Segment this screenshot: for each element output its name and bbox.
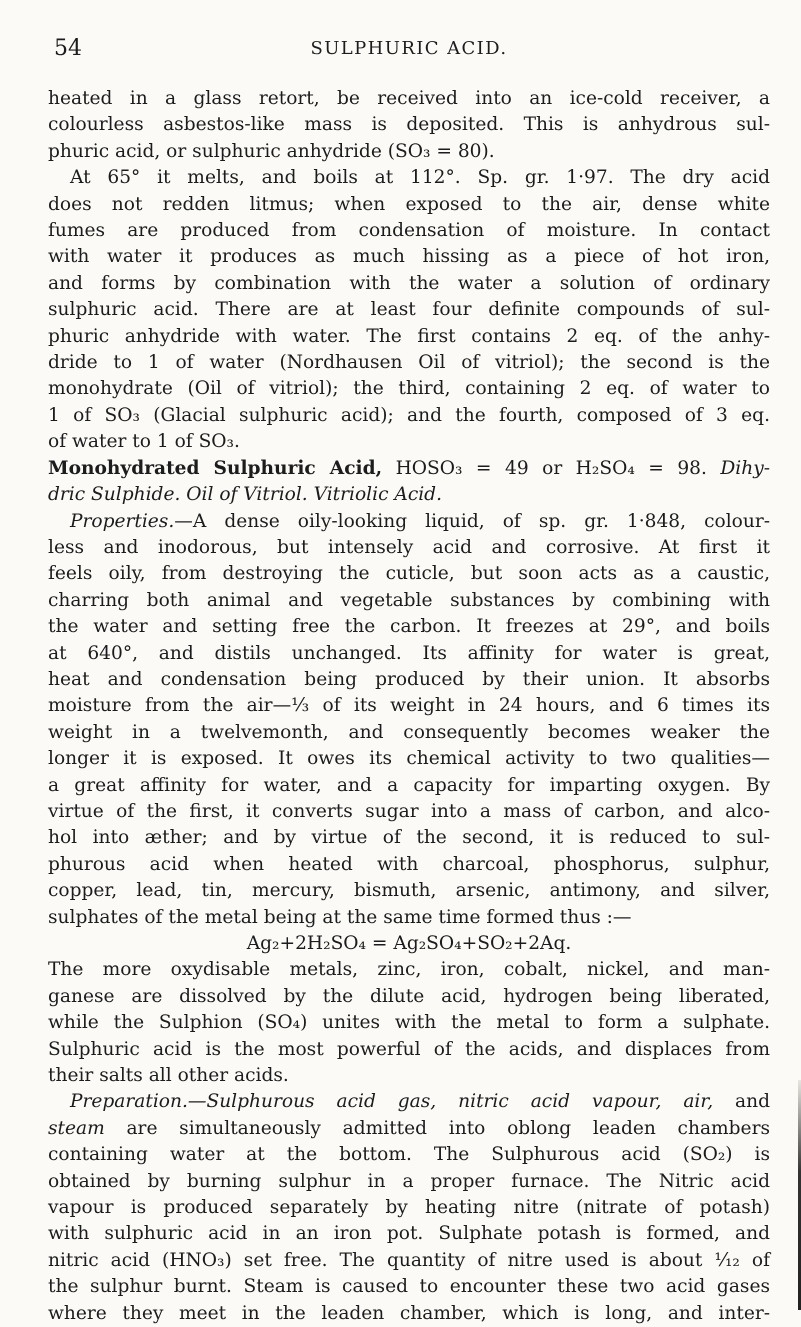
text-line: ganese are dissolved by the dilute acid, hydrogen being liberated, [48, 985, 770, 1007]
text-line: moisture from the air—⅓ of its weight in 24 hours, and 6 times its [48, 695, 770, 717]
text-line: sulphates of the metal being at the same time formed thus :— [48, 906, 632, 928]
text-line: with sulphuric acid in an iron pot. Sulphate potash is formed, and [48, 1223, 770, 1245]
text-line: at 640°, and distils unchanged. Its affinity for water is great, [48, 642, 770, 664]
text-line: monohydrate (Oil of vitriol); the third, containing 2 eq. of water to [48, 378, 770, 400]
text-line: Sulphuric acid is the most powerful of the acids, and displaces from [48, 1038, 770, 1060]
text-line: the water and setting free the carbon. It freezes at 29°, and boils [48, 616, 770, 638]
text-line: copper, lead, tin, mercury, bismuth, arsenic, antimony, and silver, [48, 880, 770, 902]
section-heading [48, 456, 770, 482]
text-line: a great affinity for water, and a capacity for imparting oxygen. By [48, 774, 770, 796]
text-line: does not redden litmus; when exposed to the air, dense white [48, 193, 770, 215]
text-line: 1 of SO₃ (Glacial sulphuric acid); and the fourth, composed of 3 eq. [48, 404, 770, 426]
text-line: charring both animal and vegetable substances by combining with [48, 589, 770, 611]
text-line: containing water at the bottom. The Sulphurous acid (SO₂) is [48, 1144, 770, 1166]
text-line: while the Sulphion (SO₄) unites with the metal to form a sulphate. [48, 1012, 770, 1034]
text-line: sulphuric acid. There are at least four definite compounds of sul- [48, 299, 770, 321]
text-line: less and inodorous, but intensely acid and corrosive. At first it [48, 536, 770, 558]
heading-formula: HOSO₃ = 49 or H₂SO₄ = 98. [382, 457, 707, 479]
text-line: Properties.—A dense oily-looking liquid, of sp. gr. 1·848, colour- [70, 510, 770, 532]
heading-title: Monohydrated Sulphuric Acid, [48, 457, 383, 479]
preparation-label: Preparation. [70, 1091, 188, 1113]
text-line: of water to 1 of SO₃. [48, 431, 240, 453]
text-line: The more oxydisable metals, zinc, iron, cobalt, nickel, and man- [48, 959, 770, 981]
text-line: virtue of the first, it converts sugar into a mass of carbon, and alco- [48, 800, 770, 822]
properties-label: Properties. [70, 510, 175, 532]
text-line: phuric acid, or sulphuric anhydride (SO₃ = 80). [48, 140, 495, 162]
text-line: heated in a glass retort, be received into an ice-cold receiver, a [48, 88, 770, 109]
text-line: phurous acid when heated with charcoal, phosphorus, sulphur, [48, 853, 770, 875]
heading-synonyms-cont: dric Sulphide. Oil of Vitriol. Vitriolic Acid. [48, 484, 442, 506]
text-line: At 65° it melts, and boils at 112°. Sp. gr. 1·97. The dry acid [70, 167, 770, 189]
body-text [48, 86, 770, 1327]
text-line: feels oily, from destroying the cuticle, but soon acts as a caustic, [48, 563, 770, 585]
text-line: obtained by burning sulphur in a proper furnace. The Nitric acid [48, 1170, 770, 1192]
text-line: longer it is exposed. It owes its chemical activity to two qualities— [48, 748, 770, 770]
text-line: their salts all other acids. [48, 1065, 289, 1087]
text-line: dride to 1 of water (Nordhausen Oil of vitriol); the second is the [48, 352, 770, 374]
chemical-equation: Ag₂+2H₂SO₄ = Ag₂SO₄+SO₂+2Aq. [246, 933, 572, 954]
text-line: the sulphur burnt. Steam is caused to encounter these two acid gases [48, 1276, 770, 1298]
text-line: where they meet in the leaden chamber, which is long, and inter- [48, 1302, 770, 1324]
text-line: weight in a twelvemonth, and consequently becomes weaker the [48, 721, 770, 743]
page-number: 54 [54, 36, 82, 61]
heading-synonyms: Dihy- [720, 457, 770, 479]
text-line: and forms by combination with the water a solution of ordinary [48, 272, 770, 294]
running-head: SULPHURIC ACID. [310, 38, 508, 59]
text-line: nitric acid (HNO₃) set free. The quantity of nitre used is about ¹⁄₁₂ of [48, 1249, 770, 1271]
text-line: hol into æther; and by virtue of the second, it is reduced to sul- [48, 827, 770, 849]
text-line: vapour is produced separately by heating nitre (nitrate of potash) [48, 1197, 770, 1219]
text-line: heat and condensation being produced by their union. It absorbs [48, 668, 770, 690]
text-line: fumes are produced from condensation of moisture. In contact [48, 220, 770, 242]
text-line: colourless asbestos-like mass is deposited. This is anhydrous sul- [48, 114, 770, 136]
text-line: with water it produces as much hissing as a piece of hot iron, [48, 246, 770, 268]
text-line: Preparation.—Sulphurous acid gas, nitric acid vapour, air, and [70, 1091, 770, 1113]
page-header [48, 36, 770, 66]
text-line: phuric anhydride with water. The first contains 2 eq. of the anhy- [48, 325, 770, 347]
text-line: steam are simultaneously admitted into oblong leaden chambers [48, 1117, 770, 1139]
